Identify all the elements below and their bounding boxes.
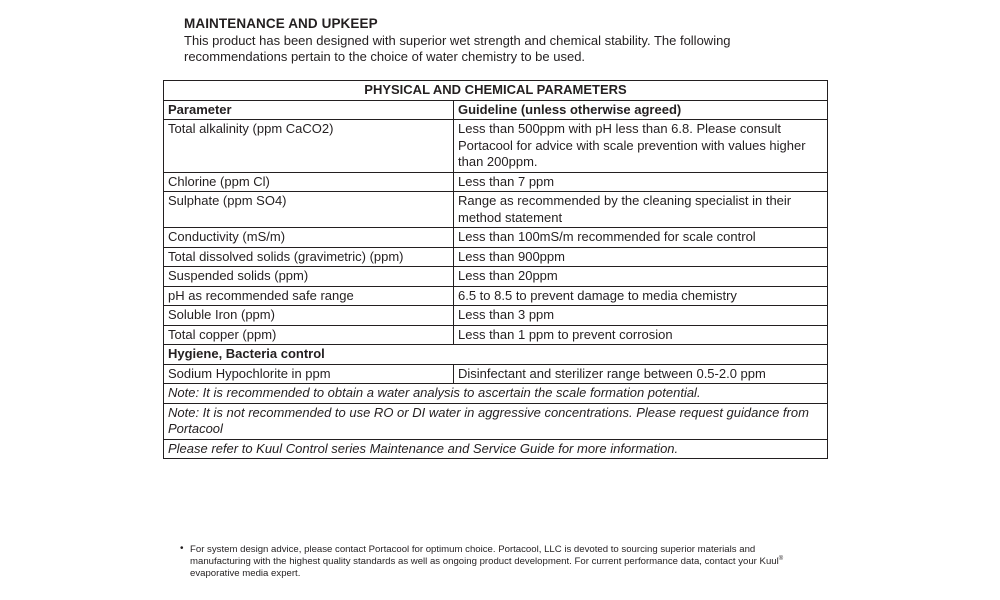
note-ro-di-water: Note: It is not recommended to use RO or DI water in aggressive concentrations. Please request guidance from Portacool xyxy=(164,403,828,439)
guideline-cell: Less than 500ppm with pH less than 6.8. Please consult Portacool for advice with scale prevention with values higher than 200ppm. xyxy=(454,120,828,173)
guideline-cell: Disinfectant and sterilizer range between 0.5-2.0 ppm xyxy=(454,364,828,384)
footnote xyxy=(180,544,800,580)
guideline-cell: Less than 900ppm xyxy=(454,247,828,267)
footnote-body: For system design advice, please contact Portacool for optimum choice. Portacool, LLC is devoted to sourcing superior materials and manufacturing with the highest quality standards as well as ongoing product development. For current performance data, contact your Kuul xyxy=(190,544,779,567)
table-row xyxy=(164,325,828,345)
guideline-cell: Less than 100mS/m recommended for scale control xyxy=(454,228,828,248)
parameter-cell: Soluble Iron (ppm) xyxy=(164,306,454,326)
registered-mark: ® xyxy=(778,555,784,562)
table-row xyxy=(164,192,828,228)
parameters-table xyxy=(163,80,828,459)
table-row xyxy=(164,364,828,384)
table-row xyxy=(164,247,828,267)
table-row xyxy=(164,286,828,306)
intro-line-2: recommendations pertain to the choice of water chemistry to be used. xyxy=(184,48,586,64)
parameter-cell: Sodium Hypochlorite in ppm xyxy=(164,364,454,384)
guideline-cell: 6.5 to 8.5 to prevent damage to media chemistry xyxy=(454,286,828,306)
table-row xyxy=(164,228,828,248)
guideline-cell: Less than 3 ppm xyxy=(454,306,828,326)
parameter-cell: Sulphate (ppm SO4) xyxy=(164,192,454,228)
note-service-guide: Please refer to Kuul Control series Maintenance and Service Guide for more information. xyxy=(164,439,828,459)
table-header-row xyxy=(164,100,828,120)
note-row xyxy=(164,439,828,459)
guideline-cell: Range as recommended by the cleaning specialist in their method statement xyxy=(454,192,828,228)
note-row xyxy=(164,384,828,404)
note-water-analysis: Note: It is recommended to obtain a water analysis to ascertain the scale formation potential. xyxy=(164,384,828,404)
table-title-row xyxy=(164,81,828,101)
parameter-cell: pH as recommended safe range xyxy=(164,286,454,306)
column-header-parameter: Parameter xyxy=(164,100,454,120)
parameter-cell: Chlorine (ppm Cl) xyxy=(164,172,454,192)
intro-line-1: This product has been designed with superior wet strength and chemical stability. The following xyxy=(184,33,731,48)
parameter-cell: Total dissolved solids (gravimetric) (ppm) xyxy=(164,247,454,267)
section-heading: MAINTENANCE AND UPKEEP xyxy=(184,16,378,31)
table-title: PHYSICAL AND CHEMICAL PARAMETERS xyxy=(164,81,828,101)
table-row xyxy=(164,306,828,326)
guideline-cell: Less than 1 ppm to prevent corrosion xyxy=(454,325,828,345)
hygiene-header: Hygiene, Bacteria control xyxy=(164,345,828,365)
parameter-cell: Conductivity (mS/m) xyxy=(164,228,454,248)
column-header-guideline: Guideline (unless otherwise agreed) xyxy=(454,100,828,120)
parameter-cell: Total alkalinity (ppm CaCO2) xyxy=(164,120,454,173)
footnote-end: evaporative media expert. xyxy=(190,568,301,579)
intro-paragraph xyxy=(184,33,824,64)
guideline-cell: Less than 7 ppm xyxy=(454,172,828,192)
bullet-icon: • xyxy=(180,543,184,554)
footnote-text xyxy=(190,544,800,580)
guideline-cell: Less than 20ppm xyxy=(454,267,828,287)
note-row xyxy=(164,403,828,439)
hygiene-header-row xyxy=(164,345,828,365)
table-row xyxy=(164,172,828,192)
parameter-cell: Total copper (ppm) xyxy=(164,325,454,345)
table-row xyxy=(164,120,828,173)
table-row xyxy=(164,267,828,287)
parameter-cell: Suspended solids (ppm) xyxy=(164,267,454,287)
intro-section xyxy=(184,15,824,64)
